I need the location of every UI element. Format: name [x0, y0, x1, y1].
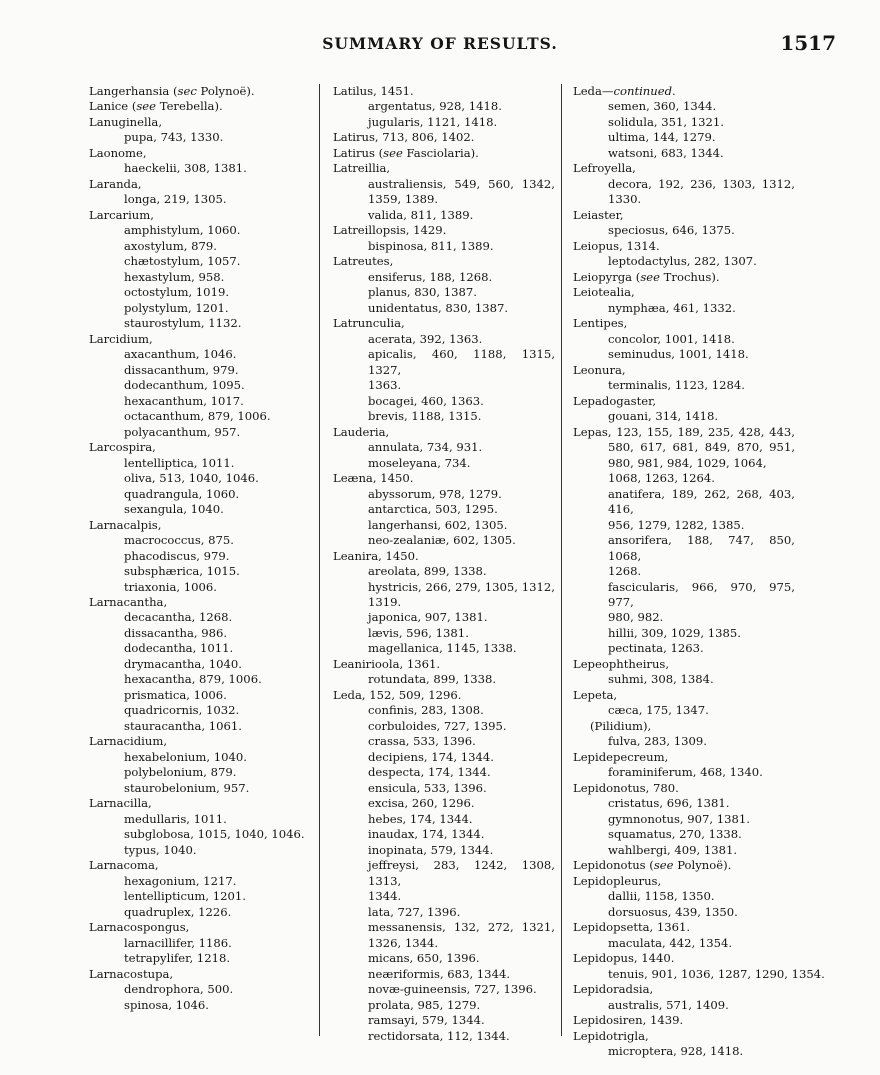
index-entry: drymacantha, 1040.	[124, 656, 242, 671]
index-entry: triaxonia, 1006.	[124, 579, 217, 594]
index-entry: wahlbergi, 409, 1381.	[608, 842, 738, 857]
index-heading: Lepidopsetta, 1361.	[573, 920, 691, 935]
index-heading: Lepeophtheirus,	[573, 656, 670, 671]
index-entry: tenuis, 901, 1036, 1287, 1290, 1354.	[608, 966, 825, 981]
index-heading: Larnacoma,	[89, 858, 159, 873]
index-heading: Lepas, 123, 155, 189, 235, 428, 443,	[573, 424, 795, 439]
index-entry: hillii, 309, 1029, 1385.	[608, 625, 741, 640]
index-entry: quadricornis, 1032.	[124, 703, 240, 718]
index-entry: squamatus, 270, 1338.	[608, 827, 742, 842]
index-entry: decacantha, 1268.	[124, 610, 233, 625]
index-heading: Latirus (see Fasciolaria).	[333, 145, 479, 160]
index-entry: inopinata, 579, 1344.	[368, 842, 494, 857]
index-entry: staurobelonium, 957.	[124, 780, 250, 795]
index-entry: hexabelonium, 1040.	[124, 749, 247, 764]
index-heading: Larnacostupa,	[89, 966, 174, 981]
index-heading: Lepidopus, 1440.	[573, 951, 675, 966]
index-heading: Larnacidium,	[89, 734, 168, 749]
index-entry: semen, 360, 1344.	[608, 99, 717, 114]
index-entry: japonica, 907, 1381.	[368, 610, 488, 625]
index-entry: hexacantha, 879, 1006.	[124, 672, 262, 687]
index-heading: Larnacospongus,	[89, 920, 190, 935]
index-entry: axostylum, 879.	[124, 238, 217, 253]
index-entry: inaudax, 174, 1344.	[368, 827, 485, 842]
index-heading: Lepadogaster,	[573, 393, 657, 408]
index-heading: Lentipes,	[573, 316, 628, 331]
index-entry: brevis, 1188, 1315.	[368, 409, 482, 424]
index-entry: 1326, 1344.	[368, 935, 439, 950]
index-entry: 980, 982.	[608, 610, 664, 625]
index-entry: ensicula, 533, 1396.	[368, 780, 487, 795]
index-entry: despecta, 174, 1344.	[368, 765, 491, 780]
index-entry: 1068, 1263, 1264.	[608, 471, 715, 486]
index-entry: unidentatus, 830, 1387.	[368, 300, 509, 315]
index-entry: micans, 650, 1396.	[368, 951, 480, 966]
index-heading: Larcospira,	[89, 440, 156, 455]
index-entry: pupa, 743, 1330.	[124, 130, 224, 145]
index-heading: Latreillia,	[333, 161, 391, 176]
index-entry: maculata, 442, 1354.	[608, 935, 733, 950]
index-entry: dodecantha, 1011.	[124, 641, 234, 656]
index-entry: decipiens, 174, 1344.	[368, 749, 494, 764]
index-heading: Latreutes,	[333, 254, 394, 269]
index-entry: concolor, 1001, 1418.	[608, 331, 735, 346]
index-heading: Larcarium,	[89, 207, 154, 222]
index-entry: subglobosa, 1015, 1040, 1046.	[124, 827, 305, 842]
index-heading: Lanuginella,	[89, 114, 163, 129]
index-entry: 1363.	[368, 378, 402, 393]
index-entry: dendrophora, 500.	[124, 982, 234, 997]
index-entry: typus, 1040.	[124, 842, 197, 857]
index-entry: abyssorum, 978, 1279.	[368, 486, 502, 501]
index-entry: nymphæa, 461, 1332.	[608, 300, 736, 315]
index-entry: australis, 571, 1409.	[608, 997, 729, 1012]
index-heading: Leonura,	[573, 362, 626, 377]
index-heading: Lanice (see Terebella).	[89, 99, 223, 114]
index-heading: Lepidonotus (see Polynoë).	[573, 858, 732, 873]
index-entry: 1319.	[368, 594, 402, 609]
index-entry: polyacanthum, 957.	[124, 424, 241, 439]
index-entry: speciosus, 646, 1375.	[608, 223, 735, 238]
index-heading: Larnacantha,	[89, 594, 168, 609]
index-heading: Larnacilla,	[89, 796, 152, 811]
index-entry: haeckelii, 308, 1381.	[124, 161, 247, 176]
index-entry: jugularis, 1121, 1418.	[368, 114, 498, 129]
index-entry: 1344.	[368, 889, 402, 904]
index-entry: dissacanthum, 979.	[124, 362, 239, 377]
index-heading: Leiopyrga (see Trochus).	[573, 269, 720, 284]
index-entry: novæ-guineensis, 727, 1396.	[368, 982, 537, 997]
index-entry: cristatus, 696, 1381.	[608, 796, 730, 811]
index-entry: antarctica, 503, 1295.	[368, 502, 498, 517]
index-entry: macrococcus, 875.	[124, 533, 234, 548]
index-entry: areolata, 899, 1338.	[368, 564, 487, 579]
index-entry: australiensis, 549, 560, 1342,	[368, 176, 555, 191]
index-entry: annulata, 734, 931.	[368, 440, 483, 455]
index-entry: 980, 981, 984, 1029, 1064,	[608, 455, 767, 470]
index-heading: Lauderia,	[333, 424, 390, 439]
index-entry: stauracantha, 1061.	[124, 718, 242, 733]
index-entry: amphistylum, 1060.	[124, 223, 241, 238]
page-title: SUMMARY OF RESULTS.	[322, 34, 558, 53]
index-column-3	[573, 84, 825, 1060]
index-entry: phacodiscus, 979.	[124, 548, 230, 563]
index-entry: ramsayi, 579, 1344.	[368, 1013, 485, 1028]
index-entry: foraminiferum, 468, 1340.	[608, 765, 763, 780]
index-entry: staurostylum, 1132.	[124, 316, 242, 331]
index-entry: moseleyana, 734.	[368, 455, 471, 470]
index-entry: argentatus, 928, 1418.	[368, 99, 502, 114]
index-entry: microptera, 928, 1418.	[608, 1044, 744, 1059]
index-entry: neæriformis, 683, 1344.	[368, 966, 511, 981]
index-heading: Leæna, 1450.	[333, 471, 414, 486]
index-entry: dallii, 1158, 1350.	[608, 889, 715, 904]
index-entry: hexagonium, 1217.	[124, 873, 237, 888]
index-heading: Lepeta,	[573, 687, 618, 702]
index-heading: Langerhansia (sec Polynoë).	[89, 84, 255, 98]
index-entry: chætostylum, 1057.	[124, 254, 241, 269]
index-heading: Leda—continued.	[573, 84, 676, 98]
index-entry: watsoni, 683, 1344.	[608, 145, 724, 160]
index-entry: ultima, 144, 1279.	[608, 130, 716, 145]
index-entry: lentellipticum, 1201.	[124, 889, 246, 904]
index-entry: hystricis, 266, 279, 1305, 1312,	[368, 579, 555, 594]
index-entry: leptodactylus, 282, 1307.	[608, 254, 757, 269]
index-column-2	[333, 84, 555, 1044]
index-entry: gymnonotus, 907, 1381.	[608, 811, 750, 826]
index-heading: Lefroyella,	[573, 161, 636, 176]
index-entry: valida, 811, 1389.	[368, 207, 474, 222]
index-entry: decora, 192, 236, 1303, 1312,	[608, 176, 795, 191]
index-entry: octacanthum, 879, 1006.	[124, 409, 271, 424]
index-entry: (Pilidium),	[590, 718, 652, 733]
index-heading: Latilus, 1451.	[333, 84, 414, 98]
index-heading: Latreillopsis, 1429.	[333, 223, 447, 238]
index-entry: anatifera, 189, 262, 268, 403, 416,	[608, 486, 795, 517]
index-entry: fulva, 283, 1309.	[608, 734, 707, 749]
index-entry: prolata, 985, 1279.	[368, 997, 481, 1012]
index-entry: bispinosa, 811, 1389.	[368, 238, 494, 253]
index-heading: Leiotealia,	[573, 285, 635, 300]
index-heading: Larnacalpis,	[89, 517, 162, 532]
index-entry: rectidorsata, 112, 1344.	[368, 1028, 510, 1043]
index-entry: larnacillifer, 1186.	[124, 935, 232, 950]
index-entry: 580, 617, 681, 849, 870, 951,	[608, 440, 795, 455]
index-entry: 1359, 1389.	[368, 192, 439, 207]
index-heading: Leanirioola, 1361.	[333, 656, 441, 671]
index-entry: tetrapylifer, 1218.	[124, 951, 231, 966]
index-entry: 1330.	[608, 192, 642, 207]
index-entry: suhmi, 308, 1384.	[608, 672, 714, 687]
index-entry: fascicularis, 966, 970, 975, 977,	[608, 579, 795, 609]
index-entry: messanensis, 132, 272, 1321,	[368, 920, 555, 935]
index-entry: longa, 219, 1305.	[124, 192, 227, 207]
index-entry: dodecanthum, 1095.	[124, 378, 245, 393]
index-entry: planus, 830, 1387.	[368, 285, 477, 300]
index-entry: excisa, 260, 1296.	[368, 796, 475, 811]
index-entry: cæca, 175, 1347.	[608, 703, 709, 718]
index-heading: Leda, 152, 509, 1296.	[333, 687, 462, 702]
index-entry: prismatica, 1006.	[124, 687, 227, 702]
index-entry: polystylum, 1201.	[124, 300, 229, 315]
column-divider-1	[319, 84, 320, 1036]
index-entry: 1268.	[608, 564, 642, 579]
index-entry: subsphærica, 1015.	[124, 564, 240, 579]
index-heading: Larcidium,	[89, 331, 153, 346]
index-entry: jeffreysi, 283, 1242, 1308, 1313,	[368, 858, 555, 888]
index-entry: ensiferus, 188, 1268.	[368, 269, 493, 284]
index-entry: magellanica, 1145, 1338.	[368, 641, 517, 656]
index-entry: apicalis, 460, 1188, 1315, 1327,	[368, 347, 555, 377]
index-entry: spinosa, 1046.	[124, 997, 209, 1012]
index-entry: lata, 727, 1396.	[368, 904, 461, 919]
index-entry: lævis, 596, 1381.	[368, 625, 469, 640]
index-heading: Laonome,	[89, 145, 147, 160]
index-heading: Lepidosiren, 1439.	[573, 1013, 684, 1028]
index-entry: medullaris, 1011.	[124, 811, 227, 826]
index-entry: sexangula, 1040.	[124, 502, 224, 517]
index-entry: hebes, 174, 1344.	[368, 811, 473, 826]
page-number: 1517	[780, 31, 836, 55]
index-entry: octostylum, 1019.	[124, 285, 230, 300]
index-entry: langerhansi, 602, 1305.	[368, 517, 508, 532]
index-column-1	[89, 84, 311, 1013]
index-entry: rotundata, 899, 1338.	[368, 672, 497, 687]
index-entry: ansorifera, 188, 747, 850, 1068,	[608, 533, 795, 563]
index-entry: quadrangula, 1060.	[124, 486, 240, 501]
index-heading: Leiaster,	[573, 207, 624, 222]
index-entry: bocagei, 460, 1363.	[368, 393, 484, 408]
index-entry: oliva, 513, 1040, 1046.	[124, 471, 259, 486]
index-heading: Laranda,	[89, 176, 142, 191]
index-heading: Leiopus, 1314.	[573, 238, 660, 253]
index-heading: Lepidonotus, 780.	[573, 780, 679, 795]
index-entry: quadruplex, 1226.	[124, 904, 232, 919]
column-divider-2	[561, 84, 562, 1036]
index-entry: dorsuosus, 439, 1350.	[608, 904, 738, 919]
index-heading: Latrunculia,	[333, 316, 405, 331]
index-heading: Leanira, 1450.	[333, 548, 419, 563]
index-entry: confinis, 283, 1308.	[368, 703, 484, 718]
index-entry: seminudus, 1001, 1418.	[608, 347, 749, 362]
index-entry: lentelliptica, 1011.	[124, 455, 235, 470]
index-heading: Lepidopleurus,	[573, 873, 662, 888]
index-entry: neo-zealaniæ, 602, 1305.	[368, 533, 516, 548]
index-entry: acerata, 392, 1363.	[368, 331, 483, 346]
index-entry: corbuloides, 727, 1395.	[368, 718, 507, 733]
index-heading: Latirus, 713, 806, 1402.	[333, 130, 475, 145]
index-entry: terminalis, 1123, 1284.	[608, 378, 745, 393]
index-entry: solidula, 351, 1321.	[608, 114, 724, 129]
index-entry: 956, 1279, 1282, 1385.	[608, 517, 745, 532]
index-entry: gouani, 314, 1418.	[608, 409, 719, 424]
index-entry: hexacanthum, 1017.	[124, 393, 244, 408]
index-entry: crassa, 533, 1396.	[368, 734, 476, 749]
index-heading: Lepidotrigla,	[573, 1028, 649, 1043]
index-heading: Lepidoradsia,	[573, 982, 654, 997]
index-entry: polybelonium, 879.	[124, 765, 237, 780]
index-heading: Lepidepecreum,	[573, 749, 669, 764]
index-entry: dissacantha, 986.	[124, 625, 228, 640]
index-entry: pectinata, 1263.	[608, 641, 704, 656]
index-entry: hexastylum, 958.	[124, 269, 225, 284]
index-entry: axacanthum, 1046.	[124, 347, 237, 362]
